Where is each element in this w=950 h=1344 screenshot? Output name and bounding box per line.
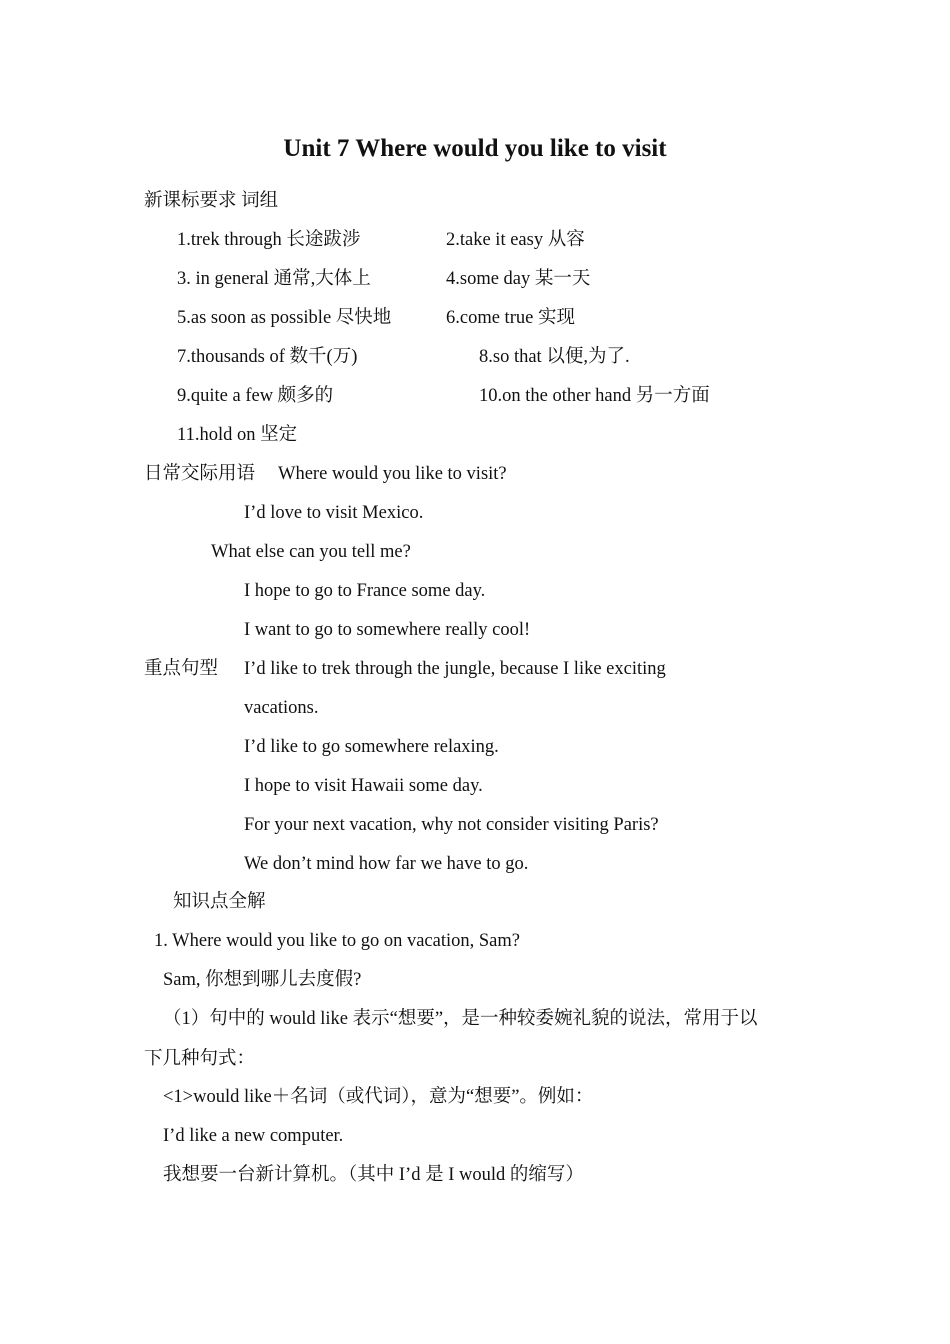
knowledge-line: 我想要一台新计算机。（其中 I’d 是 I would 的缩写） bbox=[163, 1165, 584, 1185]
key-section-label: 重点句型 bbox=[144, 659, 219, 679]
phrase-item: 6.come true 实现 bbox=[446, 308, 575, 328]
phrase-item: 1.trek through 长途跋涉 bbox=[177, 230, 361, 250]
key-line: We don’t mind how far we have to go. bbox=[244, 854, 529, 874]
knowledge-line: Sam, 你想到哪儿去度假? bbox=[163, 970, 362, 990]
key-line: For your next vacation, why not consider visiting Paris? bbox=[244, 815, 659, 835]
phrase-item: 11.hold on 坚定 bbox=[177, 425, 298, 445]
phrase-item: 2.take it easy 从容 bbox=[446, 230, 585, 250]
daily-line: I’d love to visit Mexico. bbox=[244, 503, 424, 523]
key-line: I hope to visit Hawaii some day. bbox=[244, 776, 483, 796]
daily-line: What else can you tell me? bbox=[211, 542, 411, 562]
daily-line: I hope to go to France some day. bbox=[244, 581, 486, 601]
daily-section-label: 日常交际用语 bbox=[144, 464, 256, 484]
document-title: Unit 7 Where would you like to visit bbox=[283, 135, 667, 162]
key-line: I’d like to go somewhere relaxing. bbox=[244, 737, 499, 757]
phrase-item: 9.quite a few 颇多的 bbox=[177, 386, 334, 406]
phrase-item: 10.on the other hand 另一方面 bbox=[479, 386, 710, 406]
daily-line: I want to go to somewhere really cool! bbox=[244, 620, 531, 640]
knowledge-section-label: 知识点全解 bbox=[173, 892, 266, 912]
phrase-item: 3. in general 通常,大体上 bbox=[177, 269, 371, 289]
key-line: vacations. bbox=[244, 698, 319, 718]
phrase-item: 5.as soon as possible 尽快地 bbox=[177, 308, 392, 328]
knowledge-line: （1）句中的 would like 表示“想要”，是一种较委婉礼貌的说法，常用于以 bbox=[163, 1009, 758, 1029]
knowledge-line: 下几种句式： bbox=[144, 1049, 256, 1069]
knowledge-line: <1>would like＋名词（或代词），意为“想要”。例如： bbox=[163, 1087, 594, 1107]
phrase-item: 7.thousands of 数千(万) bbox=[177, 347, 358, 367]
knowledge-line: 1. Where would you like to go on vacation, Sam? bbox=[154, 931, 520, 951]
key-line: I’d like to trek through the jungle, because I like exciting bbox=[244, 659, 666, 679]
daily-line: Where would you like to visit? bbox=[278, 464, 507, 484]
knowledge-line: I’d like a new computer. bbox=[163, 1126, 344, 1146]
phrases-section-label: 新课标要求 词组 bbox=[144, 191, 279, 211]
phrase-item: 4.some day 某一天 bbox=[446, 269, 591, 289]
phrase-item: 8.so that 以便,为了. bbox=[479, 347, 630, 367]
